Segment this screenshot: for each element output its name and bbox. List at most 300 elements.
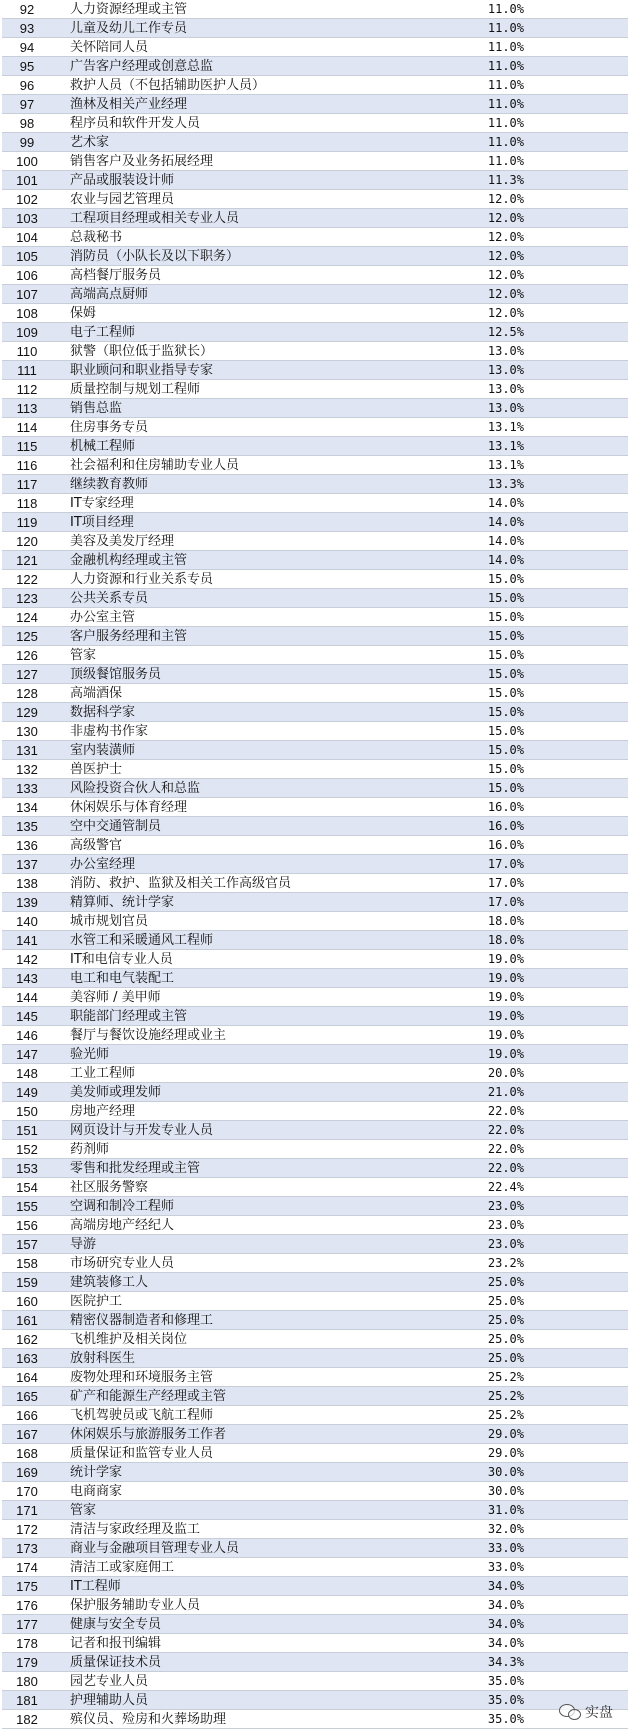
table-row [2, 1159, 628, 1178]
rank-cell: 109 [16, 324, 38, 340]
job-title-cell: 殡仪员、殓房和火葬场助理 [70, 1711, 227, 1727]
rank-cell: 150 [16, 1103, 38, 1119]
rank-cell: 132 [16, 761, 38, 777]
job-title-cell: 精密仪器制造者和修理工 [70, 1312, 214, 1328]
table-row [2, 627, 628, 646]
probability-cell: 15.0% [487, 571, 524, 586]
rank-cell: 154 [16, 1179, 38, 1195]
probability-cell: 15.0% [487, 647, 524, 662]
table-row [2, 988, 628, 1007]
table-row [2, 570, 628, 589]
job-table [2, 0, 628, 1729]
table-row [2, 1596, 628, 1615]
rank-cell: 161 [16, 1312, 38, 1328]
watermark [559, 1702, 613, 1722]
job-title-cell: 保护服务辅助专业人员 [70, 1597, 201, 1613]
table-row [2, 855, 628, 874]
job-title-cell: 精算师、统计学家 [70, 894, 175, 910]
job-title-cell: 质量保证技术员 [70, 1654, 162, 1670]
rank-cell: 102 [16, 191, 38, 207]
table-row [2, 133, 628, 152]
job-title-cell: 放射科医生 [70, 1350, 136, 1366]
table-row [2, 1273, 628, 1292]
table-row [2, 1387, 628, 1406]
probability-cell: 13.1% [487, 419, 524, 434]
table-row [2, 1235, 628, 1254]
table-row [2, 817, 628, 836]
probability-cell: 15.0% [487, 609, 524, 624]
rank-cell: 106 [16, 267, 38, 283]
job-title-cell: 药剂师 [70, 1141, 110, 1157]
rank-cell: 99 [19, 134, 35, 150]
table-row [2, 893, 628, 912]
probability-cell: 19.0% [487, 1027, 524, 1042]
job-title-cell: 城市规划官员 [70, 913, 149, 929]
rank-cell: 124 [16, 609, 38, 625]
probability-cell: 13.1% [487, 457, 524, 472]
rank-cell: 140 [16, 913, 38, 929]
probability-cell: 11.0% [487, 96, 524, 111]
rank-cell: 167 [16, 1426, 38, 1442]
probability-cell: 12.0% [487, 286, 524, 301]
job-title-cell: 高端酒保 [70, 685, 123, 701]
job-title-cell: 职业顾问和职业指导专家 [70, 362, 214, 378]
job-title-cell: 高端高点厨师 [70, 286, 149, 302]
probability-cell: 22.0% [487, 1103, 524, 1118]
job-title-cell: 管家 [70, 1502, 97, 1518]
probability-cell: 35.0% [487, 1711, 524, 1726]
rank-cell: 179 [16, 1654, 38, 1670]
probability-cell: 30.0% [487, 1464, 524, 1479]
probability-cell: 31.0% [487, 1502, 524, 1517]
rank-cell: 174 [16, 1559, 38, 1575]
table-row [2, 76, 628, 95]
table-row [2, 1102, 628, 1121]
probability-cell: 11.0% [487, 1, 524, 16]
probability-cell: 22.0% [487, 1122, 524, 1137]
table-row [2, 1045, 628, 1064]
rank-cell: 159 [16, 1274, 38, 1290]
probability-cell: 21.0% [487, 1084, 524, 1099]
probability-cell: 23.0% [487, 1198, 524, 1213]
probability-cell: 15.0% [487, 666, 524, 681]
rank-cell: 175 [16, 1578, 38, 1594]
rank-cell: 117 [16, 476, 38, 492]
table-row [2, 1007, 628, 1026]
table-row [2, 494, 628, 513]
rank-cell: 149 [16, 1084, 38, 1100]
job-title-cell: 护理辅助人员 [70, 1692, 149, 1708]
table-row [2, 779, 628, 798]
table-row [2, 608, 628, 627]
job-title-cell: 医院护工 [70, 1293, 123, 1309]
probability-cell: 34.3% [487, 1654, 524, 1669]
job-title-cell: 非虚构书作家 [70, 723, 149, 739]
probability-cell: 33.0% [487, 1540, 524, 1555]
rank-cell: 168 [16, 1445, 38, 1461]
job-title-cell: 关怀陪同人员 [70, 39, 149, 55]
probability-cell: 22.0% [487, 1141, 524, 1156]
job-title-cell: 高档餐厅服务员 [70, 267, 162, 283]
table-row [2, 456, 628, 475]
table-row [2, 684, 628, 703]
table-row [2, 152, 628, 171]
probability-cell: 22.0% [487, 1160, 524, 1175]
table-row [2, 1425, 628, 1444]
probability-cell: 23.2% [487, 1255, 524, 1270]
table-row [2, 931, 628, 950]
probability-cell: 13.0% [487, 362, 524, 377]
table-row [2, 266, 628, 285]
table-row [2, 323, 628, 342]
rank-cell: 113 [16, 400, 38, 416]
rank-cell: 171 [16, 1502, 38, 1518]
chat-bubbles-icon [559, 1704, 581, 1720]
job-title-cell: 电工和电气装配工 [70, 970, 175, 986]
table-row [2, 399, 628, 418]
job-title-cell: IT项目经理 [70, 514, 134, 530]
rank-cell: 120 [16, 533, 38, 549]
probability-cell: 11.0% [487, 77, 524, 92]
table-row [2, 1558, 628, 1577]
table-row [2, 38, 628, 57]
rank-cell: 155 [16, 1198, 38, 1214]
table-row [2, 19, 628, 38]
table-row [2, 760, 628, 779]
rank-cell: 94 [19, 39, 35, 55]
table-row [2, 95, 628, 114]
rank-cell: 177 [16, 1616, 38, 1632]
job-title-cell: 零售和批发经理或主管 [70, 1160, 201, 1176]
job-title-cell: 网页设计与开发专业人员 [70, 1122, 214, 1138]
rank-cell: 114 [16, 419, 38, 435]
job-title-cell: 狱警（职位低于监狱长） [70, 343, 214, 359]
rank-cell: 125 [16, 628, 38, 644]
rank-cell: 119 [16, 514, 38, 530]
rank-cell: 153 [16, 1160, 38, 1176]
rank-cell: 123 [16, 590, 38, 606]
probability-cell: 14.0% [487, 514, 524, 529]
job-title-cell: 验光师 [70, 1046, 110, 1062]
table-row [2, 665, 628, 684]
table-row [2, 1216, 628, 1235]
probability-cell: 17.0% [487, 856, 524, 871]
rank-cell: 158 [16, 1255, 38, 1271]
probability-cell: 16.0% [487, 799, 524, 814]
job-title-cell: 统计学家 [70, 1464, 123, 1480]
job-title-cell: 美容及美发厅经理 [70, 533, 175, 549]
probability-cell: 16.0% [487, 837, 524, 852]
table-row [2, 475, 628, 494]
probability-cell: 25.0% [487, 1331, 524, 1346]
table-row [2, 1577, 628, 1596]
probability-cell: 16.0% [487, 818, 524, 833]
job-title-cell: 清洁与家政经理及监工 [70, 1521, 201, 1537]
rank-cell: 157 [16, 1236, 38, 1252]
rank-cell: 126 [16, 647, 38, 663]
rank-cell: 162 [16, 1331, 38, 1347]
job-title-cell: 质量控制与规划工程师 [70, 381, 201, 397]
probability-cell: 17.0% [487, 875, 524, 890]
table-row [2, 950, 628, 969]
watermark-text: 实盘 [585, 1705, 613, 1721]
job-title-cell: 休闲娱乐与体育经理 [70, 799, 188, 815]
rank-cell: 130 [16, 723, 38, 739]
rank-cell: 103 [16, 210, 38, 226]
job-title-cell: 住房事务专员 [70, 419, 149, 435]
job-title-cell: 水管工和采暖通风工程师 [70, 932, 214, 948]
job-title-cell: 人力资源和行业关系专员 [70, 571, 214, 587]
table-row [2, 589, 628, 608]
table-row [2, 304, 628, 323]
table-row [2, 1083, 628, 1102]
table-row [2, 532, 628, 551]
job-title-cell: 人力资源经理或主管 [70, 1, 188, 17]
probability-cell: 12.0% [487, 191, 524, 206]
probability-cell: 19.0% [487, 1046, 524, 1061]
job-title-cell: 建筑装修工人 [70, 1274, 149, 1290]
rank-cell: 108 [16, 305, 38, 321]
rank-cell: 111 [17, 362, 37, 378]
job-title-cell: 广告客户经理或创意总监 [70, 58, 214, 74]
job-title-cell: 公共关系专员 [70, 590, 149, 606]
job-title-cell: 消防员（小队长及以下职务） [70, 248, 240, 264]
probability-cell: 19.0% [487, 1008, 524, 1023]
rank-cell: 139 [16, 894, 38, 910]
job-title-cell: IT专家经理 [70, 495, 134, 511]
probability-cell: 18.0% [487, 932, 524, 947]
table-row [2, 1254, 628, 1273]
table-row [2, 1197, 628, 1216]
probability-cell: 15.0% [487, 628, 524, 643]
probability-cell: 20.0% [487, 1065, 524, 1080]
job-title-cell: 社会福利和住房辅助专业人员 [70, 457, 240, 473]
job-title-cell: 空调和制冷工程师 [70, 1198, 175, 1214]
probability-cell: 11.0% [487, 39, 524, 54]
table-row [2, 1710, 628, 1729]
rank-cell: 101 [16, 172, 38, 188]
table-row [2, 1615, 628, 1634]
probability-cell: 25.2% [487, 1407, 524, 1422]
rank-cell: 160 [16, 1293, 38, 1309]
table-row [2, 1121, 628, 1140]
table-row [2, 114, 628, 133]
probability-cell: 29.0% [487, 1426, 524, 1441]
rank-cell: 100 [16, 153, 38, 169]
table-row [2, 209, 628, 228]
table-row [2, 190, 628, 209]
probability-cell: 14.0% [487, 552, 524, 567]
probability-cell: 34.0% [487, 1635, 524, 1650]
rank-cell: 151 [16, 1122, 38, 1138]
probability-cell: 25.2% [487, 1369, 524, 1384]
probability-cell: 14.0% [487, 495, 524, 510]
rank-cell: 131 [16, 742, 38, 758]
table-row [2, 437, 628, 456]
probability-cell: 25.0% [487, 1312, 524, 1327]
job-title-cell: 高级警官 [70, 837, 123, 853]
table-row [2, 171, 628, 190]
rank-cell: 176 [16, 1597, 38, 1613]
table-row [2, 741, 628, 760]
job-title-cell: 高端房地产经纪人 [70, 1217, 175, 1233]
probability-cell: 17.0% [487, 894, 524, 909]
table-row [2, 1520, 628, 1539]
rank-cell: 163 [16, 1350, 38, 1366]
rank-cell: 164 [16, 1369, 38, 1385]
probability-cell: 11.0% [487, 134, 524, 149]
rank-cell: 107 [16, 286, 38, 302]
probability-cell: 11.0% [487, 58, 524, 73]
job-title-cell: 儿童及幼儿工作专员 [70, 20, 188, 36]
job-title-cell: 管家 [70, 647, 97, 663]
job-title-cell: 销售总监 [70, 400, 123, 416]
table-row [2, 1292, 628, 1311]
job-title-cell: 电商商家 [70, 1483, 123, 1499]
rank-cell: 143 [16, 970, 38, 986]
table-row [2, 1672, 628, 1691]
probability-cell: 12.5% [487, 324, 524, 339]
job-title-cell: 质量保证和监管专业人员 [70, 1445, 214, 1461]
job-title-cell: 健康与安全专员 [70, 1616, 162, 1632]
rank-cell: 134 [16, 799, 38, 815]
rank-cell: 127 [16, 666, 38, 682]
job-title-cell: 房地产经理 [70, 1103, 136, 1119]
rank-cell: 182 [16, 1711, 38, 1727]
table-row [2, 57, 628, 76]
probability-cell: 12.0% [487, 267, 524, 282]
job-title-cell: 社区服务警察 [70, 1179, 149, 1195]
rank-cell: 122 [16, 571, 38, 587]
job-title-cell: 顶级餐馆服务员 [70, 666, 162, 682]
rank-cell: 96 [19, 77, 35, 93]
job-title-cell: 客户服务经理和主管 [70, 628, 188, 644]
job-title-cell: 空中交通管制员 [70, 818, 162, 834]
job-title-cell: 矿产和能源生产经理或主管 [70, 1388, 227, 1404]
job-title-cell: 清洁工或家庭佣工 [70, 1559, 175, 1575]
probability-cell: 15.0% [487, 761, 524, 776]
job-title-cell: 室内装潢师 [70, 742, 136, 758]
probability-cell: 11.0% [487, 20, 524, 35]
job-title-cell: 销售客户及业务拓展经理 [70, 153, 214, 169]
probability-cell: 11.0% [487, 115, 524, 130]
job-title-cell: 废物处理和环境服务主管 [70, 1369, 214, 1385]
table-row [2, 1311, 628, 1330]
rank-cell: 166 [16, 1407, 38, 1423]
probability-cell: 25.2% [487, 1388, 524, 1403]
table-row [2, 285, 628, 304]
job-title-cell: 机械工程师 [70, 438, 136, 454]
probability-cell: 34.0% [487, 1616, 524, 1631]
table-row [2, 836, 628, 855]
probability-cell: 13.0% [487, 343, 524, 358]
probability-cell: 15.0% [487, 780, 524, 795]
probability-cell: 11.3% [487, 172, 524, 187]
job-title-cell: 办公室经理 [70, 856, 136, 872]
rank-cell: 145 [16, 1008, 38, 1024]
rank-cell: 148 [16, 1065, 38, 1081]
probability-cell: 19.0% [487, 989, 524, 1004]
probability-cell: 13.0% [487, 381, 524, 396]
table-row [2, 1178, 628, 1197]
table-row [2, 361, 628, 380]
rank-cell: 105 [16, 248, 38, 264]
table-row [2, 380, 628, 399]
probability-cell: 13.3% [487, 476, 524, 491]
table-row [2, 1444, 628, 1463]
rank-cell: 98 [19, 115, 35, 131]
rank-cell: 178 [16, 1635, 38, 1651]
rank-cell: 121 [16, 552, 38, 568]
probability-cell: 34.0% [487, 1597, 524, 1612]
table-row [2, 1140, 628, 1159]
rank-cell: 142 [16, 951, 38, 967]
probability-cell: 12.0% [487, 248, 524, 263]
probability-cell: 35.0% [487, 1692, 524, 1707]
job-title-cell: 办公室主管 [70, 609, 136, 625]
rank-cell: 136 [16, 837, 38, 853]
job-title-cell: 飞机维护及相关岗位 [70, 1331, 188, 1347]
probability-cell: 30.0% [487, 1483, 524, 1498]
table-row [2, 1482, 628, 1501]
rank-cell: 129 [16, 704, 38, 720]
rank-cell: 97 [19, 96, 35, 112]
table-row [2, 1026, 628, 1045]
job-title-cell: 艺术家 [70, 134, 110, 150]
job-title-cell: 金融机构经理或主管 [70, 552, 188, 568]
table-row [2, 703, 628, 722]
table-row [2, 1064, 628, 1083]
job-title-cell: 休闲娱乐与旅游服务工作者 [70, 1426, 227, 1442]
job-title-cell: 导游 [70, 1236, 97, 1252]
rank-cell: 147 [16, 1046, 38, 1062]
table-row [2, 722, 628, 741]
probability-cell: 12.0% [487, 229, 524, 244]
rank-cell: 92 [19, 1, 35, 17]
probability-cell: 25.0% [487, 1274, 524, 1289]
probability-cell: 35.0% [487, 1673, 524, 1688]
table-row [2, 646, 628, 665]
table-row [2, 1463, 628, 1482]
rank-cell: 128 [16, 685, 38, 701]
job-title-cell: 救护人员（不包括辅助医护人员） [70, 77, 266, 93]
table-row [2, 874, 628, 893]
rank-cell: 116 [16, 457, 38, 473]
table-row [2, 228, 628, 247]
rank-cell: 135 [16, 818, 38, 834]
rank-cell: 93 [19, 20, 35, 36]
probability-cell: 25.0% [487, 1350, 524, 1365]
job-title-cell: 商业与金融项目管理专业人员 [70, 1540, 240, 1556]
job-title-cell: 产品或服装设计师 [70, 172, 175, 188]
table-row [2, 1691, 628, 1710]
table-row [2, 418, 628, 437]
job-title-cell: 美发师或理发师 [70, 1084, 162, 1100]
probability-cell: 19.0% [487, 951, 524, 966]
probability-cell: 23.0% [487, 1236, 524, 1251]
table-row [2, 912, 628, 931]
job-title-cell: 记者和报刊编辑 [70, 1635, 162, 1651]
rank-cell: 115 [16, 438, 38, 454]
rank-cell: 144 [16, 989, 38, 1005]
rank-cell: 181 [16, 1692, 38, 1708]
probability-cell: 32.0% [487, 1521, 524, 1536]
rank-cell: 152 [16, 1141, 38, 1157]
job-title-cell: 风险投资合伙人和总监 [70, 780, 201, 796]
probability-cell: 13.0% [487, 400, 524, 415]
probability-cell: 15.0% [487, 590, 524, 605]
table-row [2, 1634, 628, 1653]
